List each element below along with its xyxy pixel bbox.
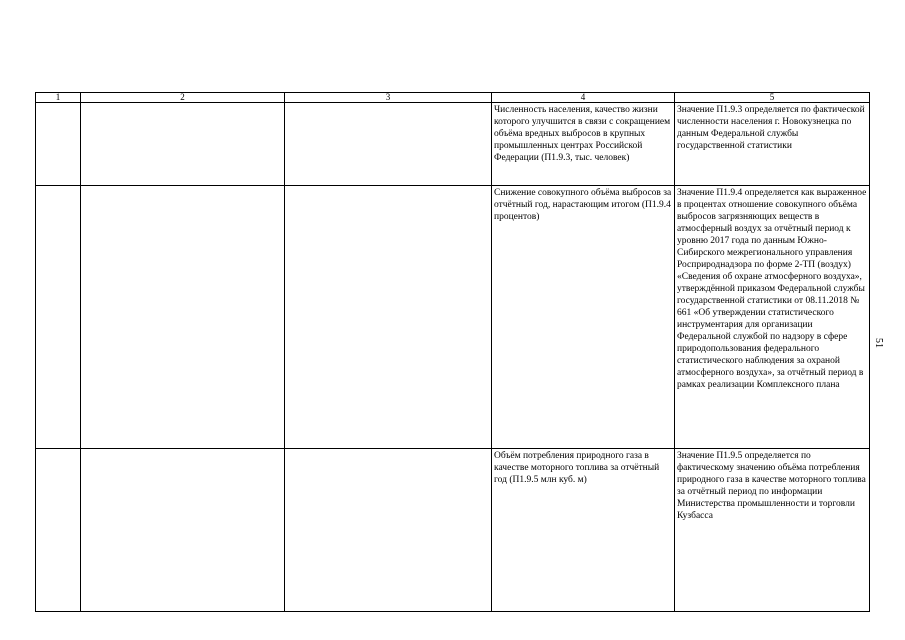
indicator-cell xyxy=(492,449,675,612)
empty-cell xyxy=(81,449,285,612)
column-number-2: 2 xyxy=(81,93,285,103)
page-number: 51 xyxy=(873,338,884,348)
method-cell xyxy=(675,103,870,186)
empty-cell xyxy=(36,186,81,449)
column-number-4: 4 xyxy=(492,93,675,103)
method-cell xyxy=(675,186,870,449)
method-cell xyxy=(675,449,870,612)
column-number-3: 3 xyxy=(285,93,492,103)
method-text: Значение П1.9.5 определяется по фактическому значению объёма потребления природного газа в качестве моторного топлива за отчётный период по информации Министерства промышленности и торговли Кузбасса xyxy=(677,451,866,521)
empty-cell xyxy=(81,103,285,186)
column-number-1: 1 xyxy=(36,93,81,103)
table-row xyxy=(36,186,870,449)
empty-cell xyxy=(36,449,81,612)
indicator-text: Снижение совокупного объёма выбросов за отчётный год, нарастающим итогом (П1.9.4 процентов) xyxy=(494,188,672,222)
empty-cell xyxy=(285,103,492,186)
indicator-cell xyxy=(492,186,675,449)
table-row xyxy=(36,103,870,186)
empty-cell xyxy=(36,103,81,186)
empty-cell xyxy=(81,186,285,449)
indicator-cell xyxy=(492,103,675,186)
indicator-table xyxy=(35,92,870,612)
table-row xyxy=(36,449,870,612)
method-text: Значение П1.9.3 определяется по фактической численности населения г. Новокузнецка по данным Федеральной службы государственной статистики xyxy=(677,105,865,151)
column-number-5: 5 xyxy=(675,93,870,103)
empty-cell xyxy=(285,449,492,612)
method-text: Значение П1.9.4 определяется как выраженное в процентах отношение совокупного объёма выбросов загрязняющих веществ в атмосферный воздух за отчётный период к уровню 2017 года по данным Южно-Сибирского межрегионального управления Росприроднадзора по форме 2-ТП (воздух) «Сведения об охране атмосферного воздуха», утверждённой приказом Федеральной службы государственной статистики от 08.11.2018 № 661 «Об утверждении статистического инструментария для организации Федеральной службой по надзору в сфере природопользования федерального статистического наблюдения за охраной атмосферного воздуха», за отчётный период в рамках реализации Комплексного плана xyxy=(677,188,867,390)
empty-cell xyxy=(285,186,492,449)
indicator-text: Объём потребления природного газа в качестве моторного топлива за отчётный год (П1.9.5 млн куб. м) xyxy=(494,451,660,485)
indicator-text: Численность населения, качество жизни которого улучшится в связи с сокращением объёма вредных выбросов в крупных промышленных центрах Российской Федерации (П1.9.3, тыс. человек) xyxy=(494,105,671,163)
column-number-row xyxy=(36,93,870,103)
